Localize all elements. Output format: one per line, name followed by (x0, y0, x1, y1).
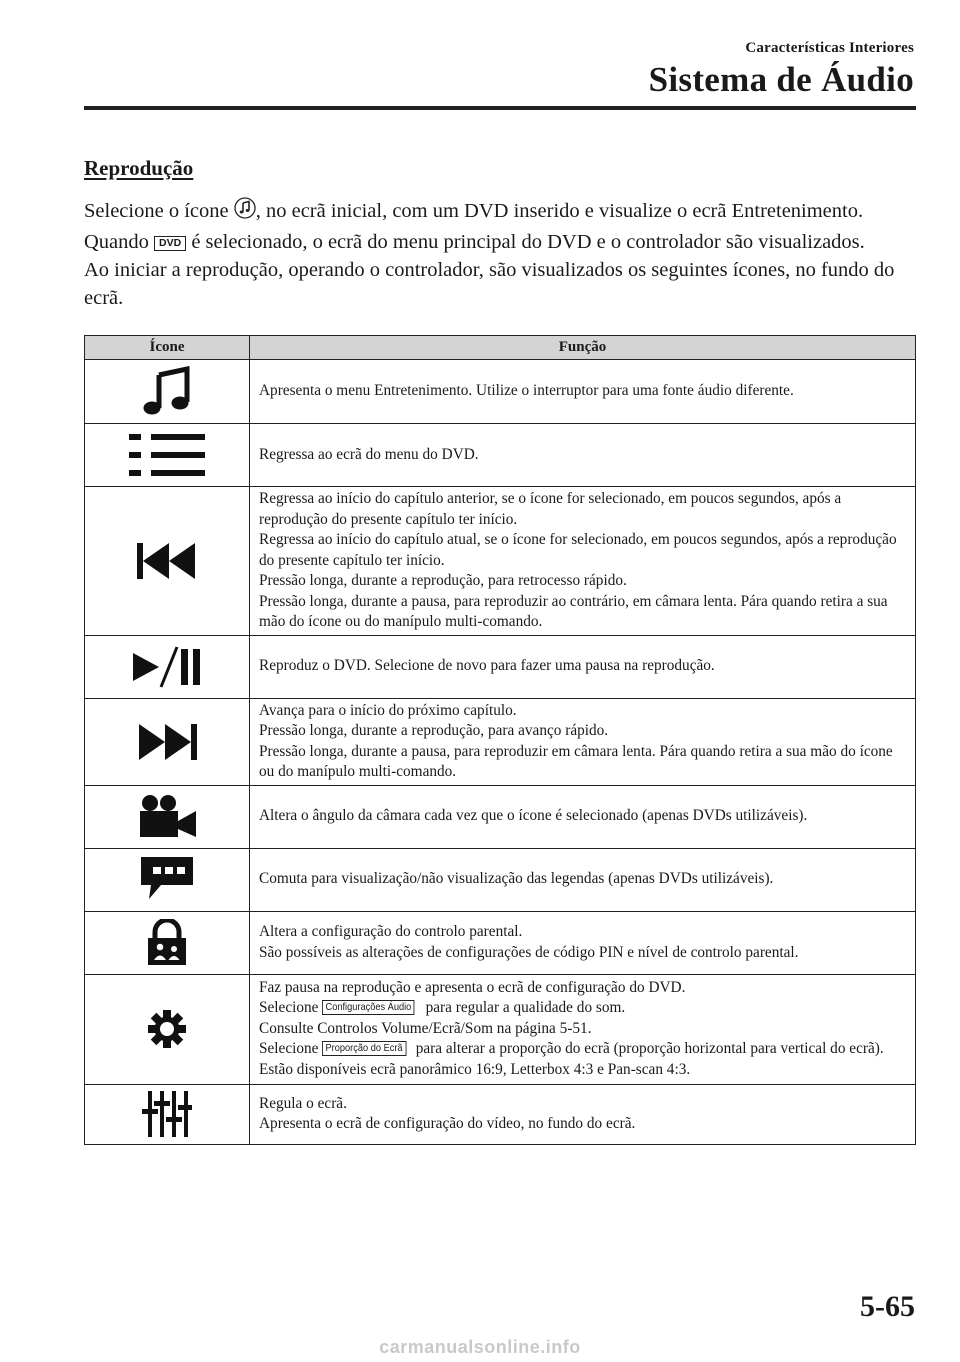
icon-cell (85, 635, 250, 698)
play-pause-icon (131, 645, 203, 689)
icon-cell (85, 848, 250, 911)
parental-lock-icon (145, 919, 189, 967)
table-row (85, 1084, 916, 1144)
video-camera-icon (136, 793, 198, 841)
header-divider (84, 106, 916, 110)
aspect-ratio-tag: Proporção do Ecrã (322, 1041, 406, 1056)
function-cell: Altera a configuração do controlo parental. São possíveis as alterações de configurações de código PIN e nível de controlo parental. (250, 911, 916, 974)
function-cell: Avança para o início do próximo capítulo. Pressão longa, durante a reprodução, para avanço rápido. Pressão longa, durante a pausa, para reproduzir em câmara lenta. Pára quando retira a sua mão do ícone ou do manípulo multi-comando. (250, 698, 916, 785)
function-cell: Regressa ao ecrã do menu do DVD. (250, 424, 916, 487)
table-row (85, 911, 916, 974)
intro-text (84, 196, 914, 312)
table-row (85, 974, 916, 1084)
table-row (85, 424, 916, 487)
list-menu-icon (127, 432, 207, 478)
icon-cell (85, 785, 250, 848)
skip-next-icon (135, 722, 199, 762)
watermark: carmanualsonline.info (379, 1337, 581, 1357)
function-cell: Regressa ao início do capítulo anterior, se o ícone for selecionado, em poucos segundos, após a reprodução do presente capítulo ter início. Regressa ao início do capítulo atual, se o ícone for selecionado, em poucos segundos, após a reprodução do presente capítulo ter início. Pressão longa, durante a reprodução, para retrocesso rápido. Pressão longa, durante a pausa, para reproduzir ao contrário, em câmara lenta. Pára quando retira a sua mão do ícone ou do manípulo multi-comando. (250, 487, 916, 636)
page-title: Sistema de Áudio (648, 60, 914, 99)
header-function: Função (250, 336, 916, 360)
subtitle-icon (139, 855, 195, 905)
table-row (85, 848, 916, 911)
table-row (85, 360, 916, 424)
section-title: Reprodução (84, 156, 194, 180)
audio-settings-tag: Configurações Áudio (322, 1000, 415, 1015)
icon-cell (85, 911, 250, 974)
dvd-tag: DVD (154, 236, 186, 251)
table-row (85, 487, 916, 636)
table-header-row (85, 336, 916, 360)
page-number: 5-65 (860, 1290, 915, 1323)
gear-icon (147, 1009, 187, 1049)
music-note-inline-icon (234, 196, 256, 228)
icon-cell (85, 487, 250, 636)
function-cell: Altera o ângulo da câmara cada vez que o ícone é selecionado (apenas DVDs utilizáveis). (250, 785, 916, 848)
table-row (85, 785, 916, 848)
icon-cell (85, 1084, 250, 1144)
skip-previous-icon (135, 541, 199, 581)
function-cell: Faz pausa na reprodução e apresenta o ecrã de configuração do DVD. Selecione Configurações Áudio para regular a qualidade do som. Consulte Controlos Volume/Ecrã/Som na página 5-51. Selecione Proporção do Ecrã para alterar a proporção do ecrã (proporção horizontal para vertical do ecrã). Estão disponíveis ecrã panorâmico 16:9, Letterbox 4:3 e Pan-scan 4:3. (250, 974, 916, 1084)
video-adjust-icon (141, 1089, 193, 1139)
chapter-label: Características Interiores (745, 40, 914, 56)
header-icon: Ícone (85, 336, 250, 360)
table-row (85, 635, 916, 698)
intro-paragraph-1: Selecione o ícone , no ecrã inicial, com um DVD inserido e visualize o ecrã Entretenimento. Quando DVD é selecionado, o ecrã do menu principal do DVD e o controlador são visualizados. (84, 196, 914, 256)
function-cell: Comuta para visualização/não visualização das legendas (apenas DVDs utilizáveis). (250, 848, 916, 911)
icon-function-table (84, 335, 916, 1145)
function-cell: Apresenta o menu Entretenimento. Utilize o interruptor para uma fonte áudio diferente. (250, 360, 916, 424)
icon-cell (85, 698, 250, 785)
function-cell: Regula o ecrã. Apresenta o ecrã de configuração do vídeo, no fundo do ecrã. (250, 1084, 916, 1144)
function-cell: Reproduz o DVD. Selecione de novo para fazer uma pausa na reprodução. (250, 635, 916, 698)
icon-cell (85, 360, 250, 424)
icon-cell (85, 974, 250, 1084)
icon-cell (85, 424, 250, 487)
intro-paragraph-2: Ao iniciar a reprodução, operando o controlador, são visualizados os seguintes ícones, no fundo do ecrã. (84, 259, 895, 309)
music-note-icon (142, 366, 192, 418)
table-row (85, 698, 916, 785)
